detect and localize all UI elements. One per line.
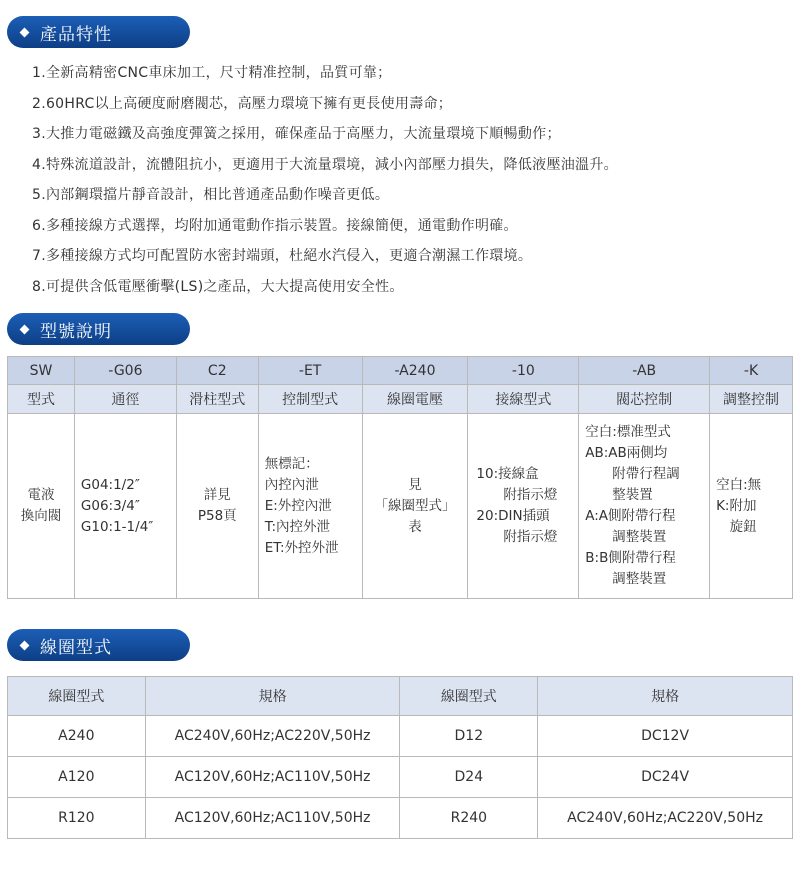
cell-line: E:外控內泄 <box>264 497 332 514</box>
code-cell: -K <box>710 357 793 385</box>
cell-line: G06:3/4″ <box>80 497 140 514</box>
cell-line: 調整裝置 <box>585 529 667 545</box>
code-cell: -AB <box>579 357 710 385</box>
cell-line: T:內控外泄 <box>264 518 331 535</box>
feature-item: 3.大推力電磁鐵及高強度彈簧之採用，確保產品于高壓力，大流量環境下順暢動作； <box>32 126 561 142</box>
spec-cell: AC120V,60Hz;AC110V,50Hz <box>145 757 400 798</box>
header-cell: 調整控制 <box>710 385 793 414</box>
coil-type-cell: D12 <box>400 716 538 757</box>
description-row <box>8 414 793 599</box>
header-cell: 閥芯控制 <box>579 385 710 414</box>
coil-type-cell: R240 <box>400 798 538 839</box>
cell-line: 整裝置 <box>585 487 653 503</box>
code-cell: -G06 <box>74 357 176 385</box>
section-title: 型號說明 <box>40 321 112 342</box>
section-title: 線圈型式 <box>40 637 112 658</box>
cell-line: 附指示燈 <box>476 487 558 503</box>
cell-line: P58頁 <box>197 508 237 524</box>
cell-line: 「線圈型式」 <box>374 497 456 514</box>
header-cell: 控制型式 <box>258 385 362 414</box>
header-cell: 通徑 <box>74 385 176 414</box>
cell-line: 電液 <box>27 487 55 503</box>
diamond-bullet-icon <box>20 640 30 650</box>
spool-type-cell <box>176 414 258 599</box>
header-cell: 規格 <box>538 677 793 716</box>
adjust-control-cell <box>710 414 793 599</box>
coil-type-cell: D24 <box>400 757 538 798</box>
header-cell: 線圈型式 <box>400 677 538 716</box>
table-row <box>8 716 793 757</box>
coil-type-cell: A120 <box>8 757 146 798</box>
spec-cell: DC24V <box>538 757 793 798</box>
table-row <box>8 757 793 798</box>
cell-line: 無標記： <box>264 455 319 472</box>
port-size-cell <box>74 414 176 599</box>
spec-cell: AC240V,60Hz;AC220V,50Hz <box>145 716 400 757</box>
coil-voltage-cell <box>362 414 468 599</box>
cell-line: 見 <box>408 476 422 493</box>
cell-line: G04:1/2″ <box>80 476 140 493</box>
cell-line: 空白:無 <box>716 476 762 493</box>
control-type-cell <box>258 414 362 599</box>
cell-line: 空白:標准型式 <box>585 424 671 440</box>
feature-item: 1.全新高精密CNC車床加工，尺寸精准控制，品質可靠； <box>32 65 392 81</box>
code-cell: -ET <box>258 357 362 385</box>
spec-cell: AC120V,60Hz;AC110V,50Hz <box>145 798 400 839</box>
header-row <box>8 385 793 414</box>
cell-line: AB:AB兩側均 <box>585 445 668 461</box>
cell-line: 附指示燈 <box>476 529 558 545</box>
section-title: 產品特性 <box>40 24 112 45</box>
cell-line: 旋鈕 <box>716 518 757 535</box>
cell-line: 附帶行程調 <box>585 466 680 482</box>
cell-line: 調整裝置 <box>585 571 667 587</box>
cell-line: 內控內泄 <box>264 476 319 493</box>
cell-line: 10:接線盒 <box>476 466 539 482</box>
feature-item: 5.內部鋼環擋片靜音設計，相比普通產品動作噪音更低。 <box>32 187 390 203</box>
code-cell: -A240 <box>362 357 468 385</box>
code-cell: -10 <box>468 357 579 385</box>
cell-line: A:A側附帶行程 <box>585 508 676 524</box>
header-cell: 線圈型式 <box>8 677 146 716</box>
cell-line: 表 <box>408 518 422 535</box>
section-header-coil <box>7 629 190 661</box>
spool-control-cell <box>579 414 710 599</box>
cell-line: 20:DIN插頭 <box>476 508 550 524</box>
header-cell: 型式 <box>8 385 75 414</box>
code-row <box>8 357 793 385</box>
feature-item: 8.可提供含低電壓衝擊(LS)之產品，大大提高使用安全性。 <box>32 278 404 295</box>
feature-item: 4.特殊流道設計，流體阻抗小，更適用于大流量環境，減小內部壓力損失，降低液壓油溫升。 <box>32 156 618 173</box>
feature-list <box>32 58 792 302</box>
feature-item: 7.多種接線方式均可配置防水密封端頭，杜絕水汽侵入，更適合潮濕工作環境。 <box>32 248 533 264</box>
header-cell: 規格 <box>145 677 400 716</box>
cell-line: 詳見 <box>203 487 231 503</box>
model-code-table <box>7 356 793 599</box>
section-header-features <box>7 16 190 48</box>
cell-line: G10:1-1/4″ <box>80 518 154 535</box>
cell-line: ET:外控外泄 <box>264 539 339 556</box>
coil-header-row <box>8 677 793 716</box>
spec-cell: AC240V,60Hz;AC220V,50Hz <box>538 798 793 839</box>
code-cell: C2 <box>176 357 258 385</box>
spec-cell: DC12V <box>538 716 793 757</box>
table-row <box>8 798 793 839</box>
section-header-model <box>7 313 190 345</box>
coil-type-cell: A240 <box>8 716 146 757</box>
coil-spec-table <box>7 676 793 839</box>
code-cell: SW <box>8 357 75 385</box>
coil-type-cell: R120 <box>8 798 146 839</box>
diamond-bullet-icon <box>20 27 30 37</box>
diamond-bullet-icon <box>20 324 30 334</box>
cell-line: K:附加 <box>716 497 757 514</box>
header-cell: 線圈電壓 <box>362 385 468 414</box>
header-cell: 滑柱型式 <box>176 385 258 414</box>
cell-line: 換向閥 <box>20 508 62 524</box>
feature-item: 6.多種接線方式選擇，均附加通電動作指示裝置。接線簡便，通電動作明確。 <box>32 217 518 234</box>
type-cell <box>8 414 75 599</box>
header-cell: 接線型式 <box>468 385 579 414</box>
feature-item: 2.60HRC以上高硬度耐磨閥芯，高壓力環境下擁有更長使用壽命； <box>32 95 453 112</box>
cell-line: B:B側附帶行程 <box>585 550 676 566</box>
wiring-type-cell <box>468 414 579 599</box>
